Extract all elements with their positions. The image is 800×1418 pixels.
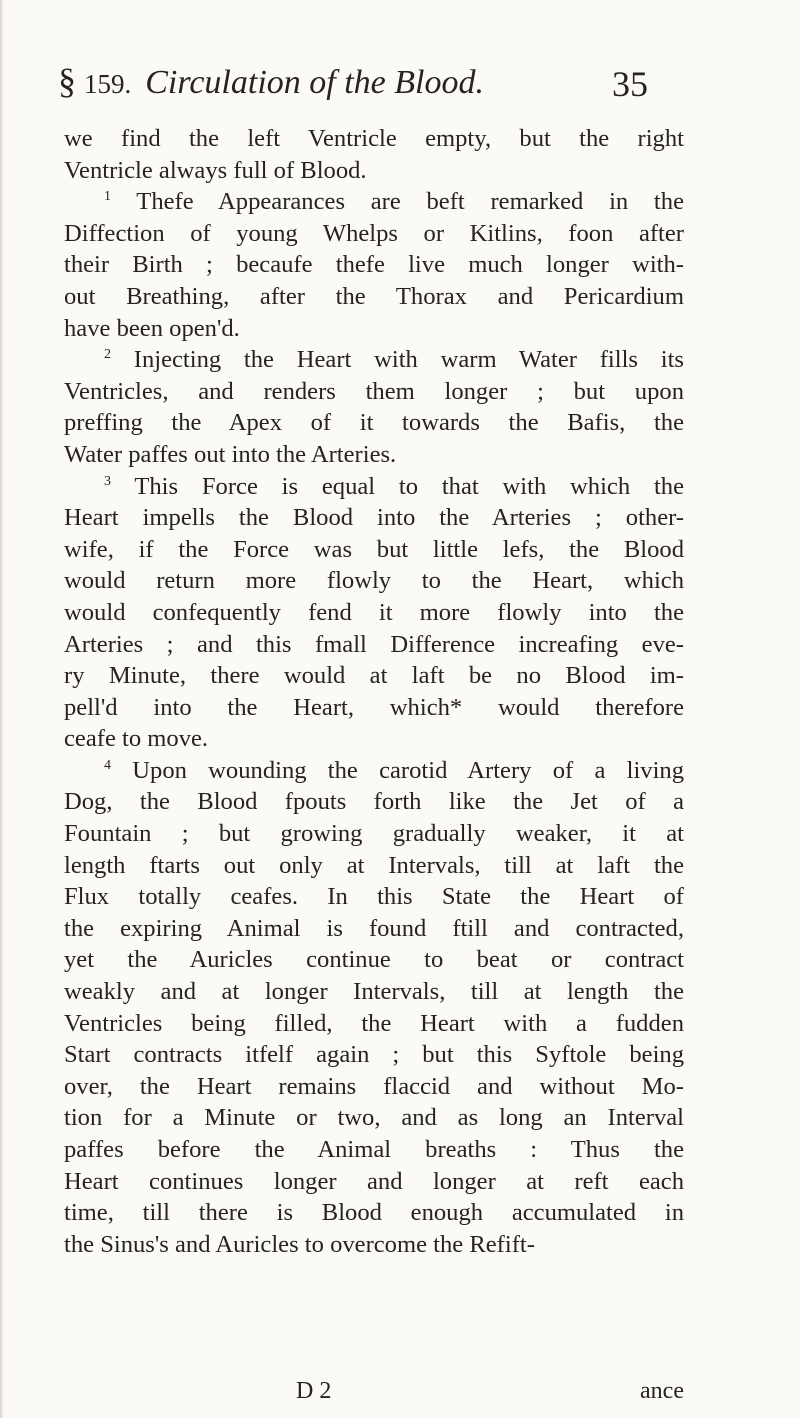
text-line (64, 218, 684, 250)
line-text: Thefe Appearances are beft remarked in the (136, 188, 684, 216)
text-line (64, 660, 684, 692)
paragraph (64, 344, 684, 470)
text-line (64, 755, 684, 787)
text-line (64, 565, 684, 597)
line-text: Ventricles being filled, the Heart with a fudden (64, 1009, 684, 1037)
line-text: Heart impells the Blood into the Arteries ; other- (64, 504, 684, 532)
line-text: pell'd into the Heart, which* would therefore (64, 693, 684, 721)
line-text: their Birth ; becaufe thefe live much longer with- (64, 251, 684, 279)
line-text: Diffection of young Whelps or Kitlins, foon after (64, 219, 684, 247)
text-line (64, 913, 684, 945)
text-line (64, 1134, 684, 1166)
line-text: would confequently fend it more flowly into the (64, 598, 684, 626)
line-text: This Force is equal to that with which the (134, 472, 684, 500)
text-line (64, 1197, 684, 1229)
text-line (64, 344, 684, 376)
text-line (64, 186, 684, 218)
text-line (64, 534, 684, 566)
line-text: preffing the Apex of it towards the Bafis, the (64, 409, 684, 437)
text-line (64, 439, 684, 471)
text-line (64, 723, 684, 755)
line-text: Dog, the Blood fpouts forth like the Jet of a (64, 788, 684, 816)
text-line (64, 850, 684, 882)
text-line (64, 692, 684, 724)
text-line (64, 881, 684, 913)
line-text: Upon wounding the carotid Artery of a living (132, 756, 685, 784)
text-line (64, 976, 684, 1008)
footnote-number: 4 (104, 757, 111, 773)
line-text: have been open'd. (64, 314, 240, 342)
line-text: time, till there is Blood enough accumulated in (64, 1199, 684, 1227)
section-number: 159. (84, 69, 132, 99)
line-text: over, the Heart remains flaccid and without Mo- (64, 1072, 684, 1100)
text-line (64, 471, 684, 503)
paragraph (64, 755, 684, 1261)
line-text: weakly and at longer Intervals, till at length the (64, 978, 684, 1006)
line-text: Water paffes out into the Arteries. (64, 440, 397, 468)
text-line (64, 376, 684, 408)
text-line (64, 407, 684, 439)
line-text: ceafe to move. (64, 725, 209, 753)
line-text: Ventricles, and renders them longer ; but upon (64, 377, 684, 405)
line-text: paffes before the Animal breaths : Thus the (64, 1136, 684, 1163)
text-line (64, 818, 684, 850)
footnote-number: 3 (104, 473, 111, 489)
line-text: the expiring Animal is found ftill and contracted, (64, 914, 684, 942)
line-text: out Breathing, after the Thorax and Pericardium (64, 282, 684, 310)
text-line (64, 629, 684, 661)
catchword: ance (640, 1378, 684, 1404)
line-text: Fountain ; but growing gradually weaker, it at (64, 820, 684, 848)
running-header (58, 60, 658, 116)
text-line (64, 155, 684, 187)
paragraph (64, 471, 684, 755)
page-footer (64, 1378, 684, 1410)
text-line (64, 249, 684, 281)
section-mark: § (58, 61, 76, 101)
line-text: Heart continues longer and longer at reft each (64, 1167, 684, 1195)
text-line (64, 123, 684, 155)
text-line (64, 313, 684, 345)
line-text: wife, if the Force was but little lefs, the Blood (64, 535, 684, 563)
text-line (64, 597, 684, 629)
line-text: would return more flowly to the Heart, which (64, 567, 684, 595)
text-line (64, 1039, 684, 1071)
line-text: Ventricle always full of Blood. (64, 156, 367, 184)
text-line (64, 281, 684, 313)
body-text (64, 123, 684, 1260)
page-edge-shadow (0, 0, 4, 1418)
line-text: yet the Auricles continue to beat or contract (64, 946, 684, 974)
running-title: Circulation of the Blood. (145, 64, 484, 101)
page-number: 35 (612, 64, 648, 104)
line-text: Start contracts itfelf again ; but this Syftole being (64, 1041, 684, 1069)
line-text: length ftarts out only at Intervals, till at laft the (64, 851, 684, 879)
text-line (64, 1166, 684, 1198)
text-line (64, 1102, 684, 1134)
line-text: Arteries ; and this fmall Difference increafing eve- (64, 630, 684, 658)
text-line (64, 502, 684, 534)
text-line (64, 1229, 684, 1261)
line-text: we find the left Ventricle empty, but the right (64, 125, 684, 152)
text-line (64, 1008, 684, 1040)
line-text: the Sinus's and Auricles to overcome the Refift- (64, 1230, 535, 1258)
paragraph (64, 123, 684, 186)
line-text: tion for a Minute or two, and as long an Interval (64, 1104, 684, 1132)
line-text: ry Minute, there would at laft be no Blood im- (64, 662, 684, 690)
line-text: Injecting the Heart with warm Water fills its (133, 346, 684, 374)
signature-mark: D 2 (296, 1378, 332, 1404)
line-text: Flux totally ceafes. In this State the Heart of (64, 883, 684, 911)
text-line (64, 944, 684, 976)
text-line (64, 786, 684, 818)
footnote-number: 2 (104, 347, 111, 363)
footnote-number: 1 (104, 189, 111, 205)
paragraph (64, 186, 684, 344)
text-line (64, 1071, 684, 1103)
